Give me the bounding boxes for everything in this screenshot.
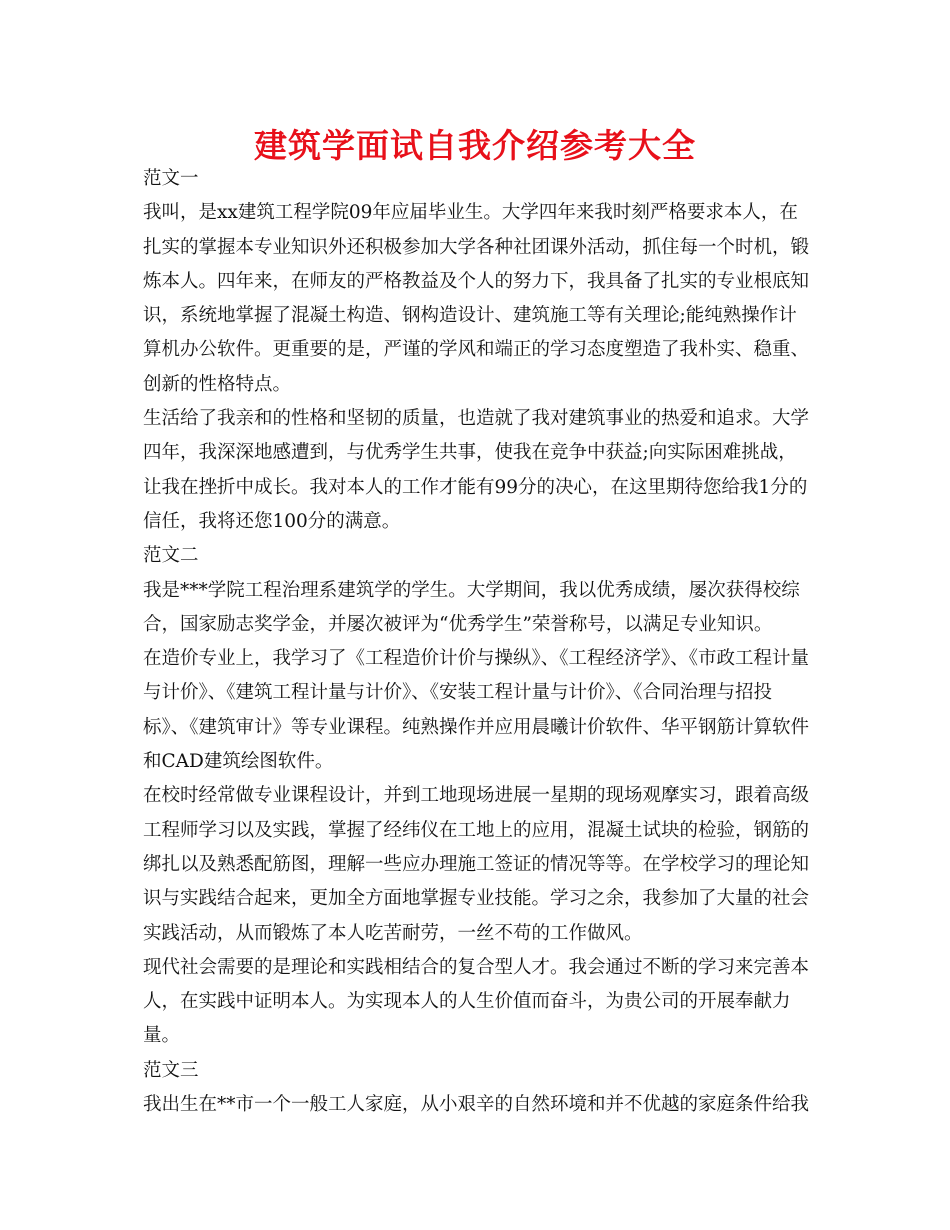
paragraph: 我出生在**市一个一般工人家庭，从小艰辛的自然环境和并不优越的家庭条件给我 xyxy=(143,1094,810,1116)
paragraph: 在校时经常做专业课程设计，并到工地现场进展一星期的现场观摩实习，跟着高级工程师学习以及实践，掌握了经纬仪在工地上的应用，混凝土试块的检验，钢筋的绑扎以及熟悉配筋图，理解一些应办理施工签证的情况等等。在学校学习的理论知识与实践结合起来，更加全方面地掌握专业技能。学习之余，我参加了大量的社会实践活动，从而锻炼了本人吃苦耐劳，一丝不苟的工作做风。 xyxy=(143,785,810,944)
paragraph: 现代社会需要的是理论和实践相结合的复合型人才。我会通过不断的学习来完善本人，在实践中证明本人。为实现本人的人生价值而奋斗，为贵公司的开展奉献力量。 xyxy=(143,956,810,1047)
section-label: 范文二 xyxy=(143,545,199,567)
paragraph: 生活给了我亲和的性格和坚韧的质量，也造就了我对建筑事业的热爱和追求。大学四年，我深深地感遭到，与优秀学生共事，使我在竞争中获益;向实际困难挑战，让我在挫折中成长。我对本人的工作才能有99分的决心，在这里期待您给我1分的信任，我将还您100分的满意。 xyxy=(143,408,810,532)
paragraph: 我叫，是xx建筑工程学院09年应届毕业生。大学四年来我时刻严格要求本人，在扎实的掌握本专业知识外还积极参加大学各种社团课外活动，抓住每一个时机，锻炼本人。四年来，在师友的严格教益及个人的努力下，我具备了扎实的专业根底知识，系统地掌握了混凝土构造、钢构造设计、建筑施工等有关理论;能纯熟操作计算机办公软件。更重要的是，严谨的学风和端正的学习态度塑造了我朴实、稳重、创新的性格特点。 xyxy=(143,202,810,395)
section-label: 范文三 xyxy=(143,1059,199,1081)
paragraph: 在造价专业上，我学习了《工程造价计价与操纵》、《工程经济学》、《市政工程计量与计价》、《建筑工程计量与计价》、《安装工程计量与计价》、《合同治理与招投标》、《建筑审计》等专业课程。纯熟操作并应用晨曦计价软件、华平钢筋计算软件和CAD建筑绘图软件。 xyxy=(143,648,810,773)
document-body xyxy=(143,162,815,1122)
document-title: 建筑学面试自我介绍参考大全 xyxy=(254,126,696,165)
paragraph: 我是***学院工程治理系建筑学的学生。大学期间，我以优秀成绩，屡次获得校综合，国家励志奖学金，并屡次被评为“优秀学生”荣誉称号，以满足专业知识。 xyxy=(143,579,800,635)
section-label: 范文一 xyxy=(143,168,199,189)
